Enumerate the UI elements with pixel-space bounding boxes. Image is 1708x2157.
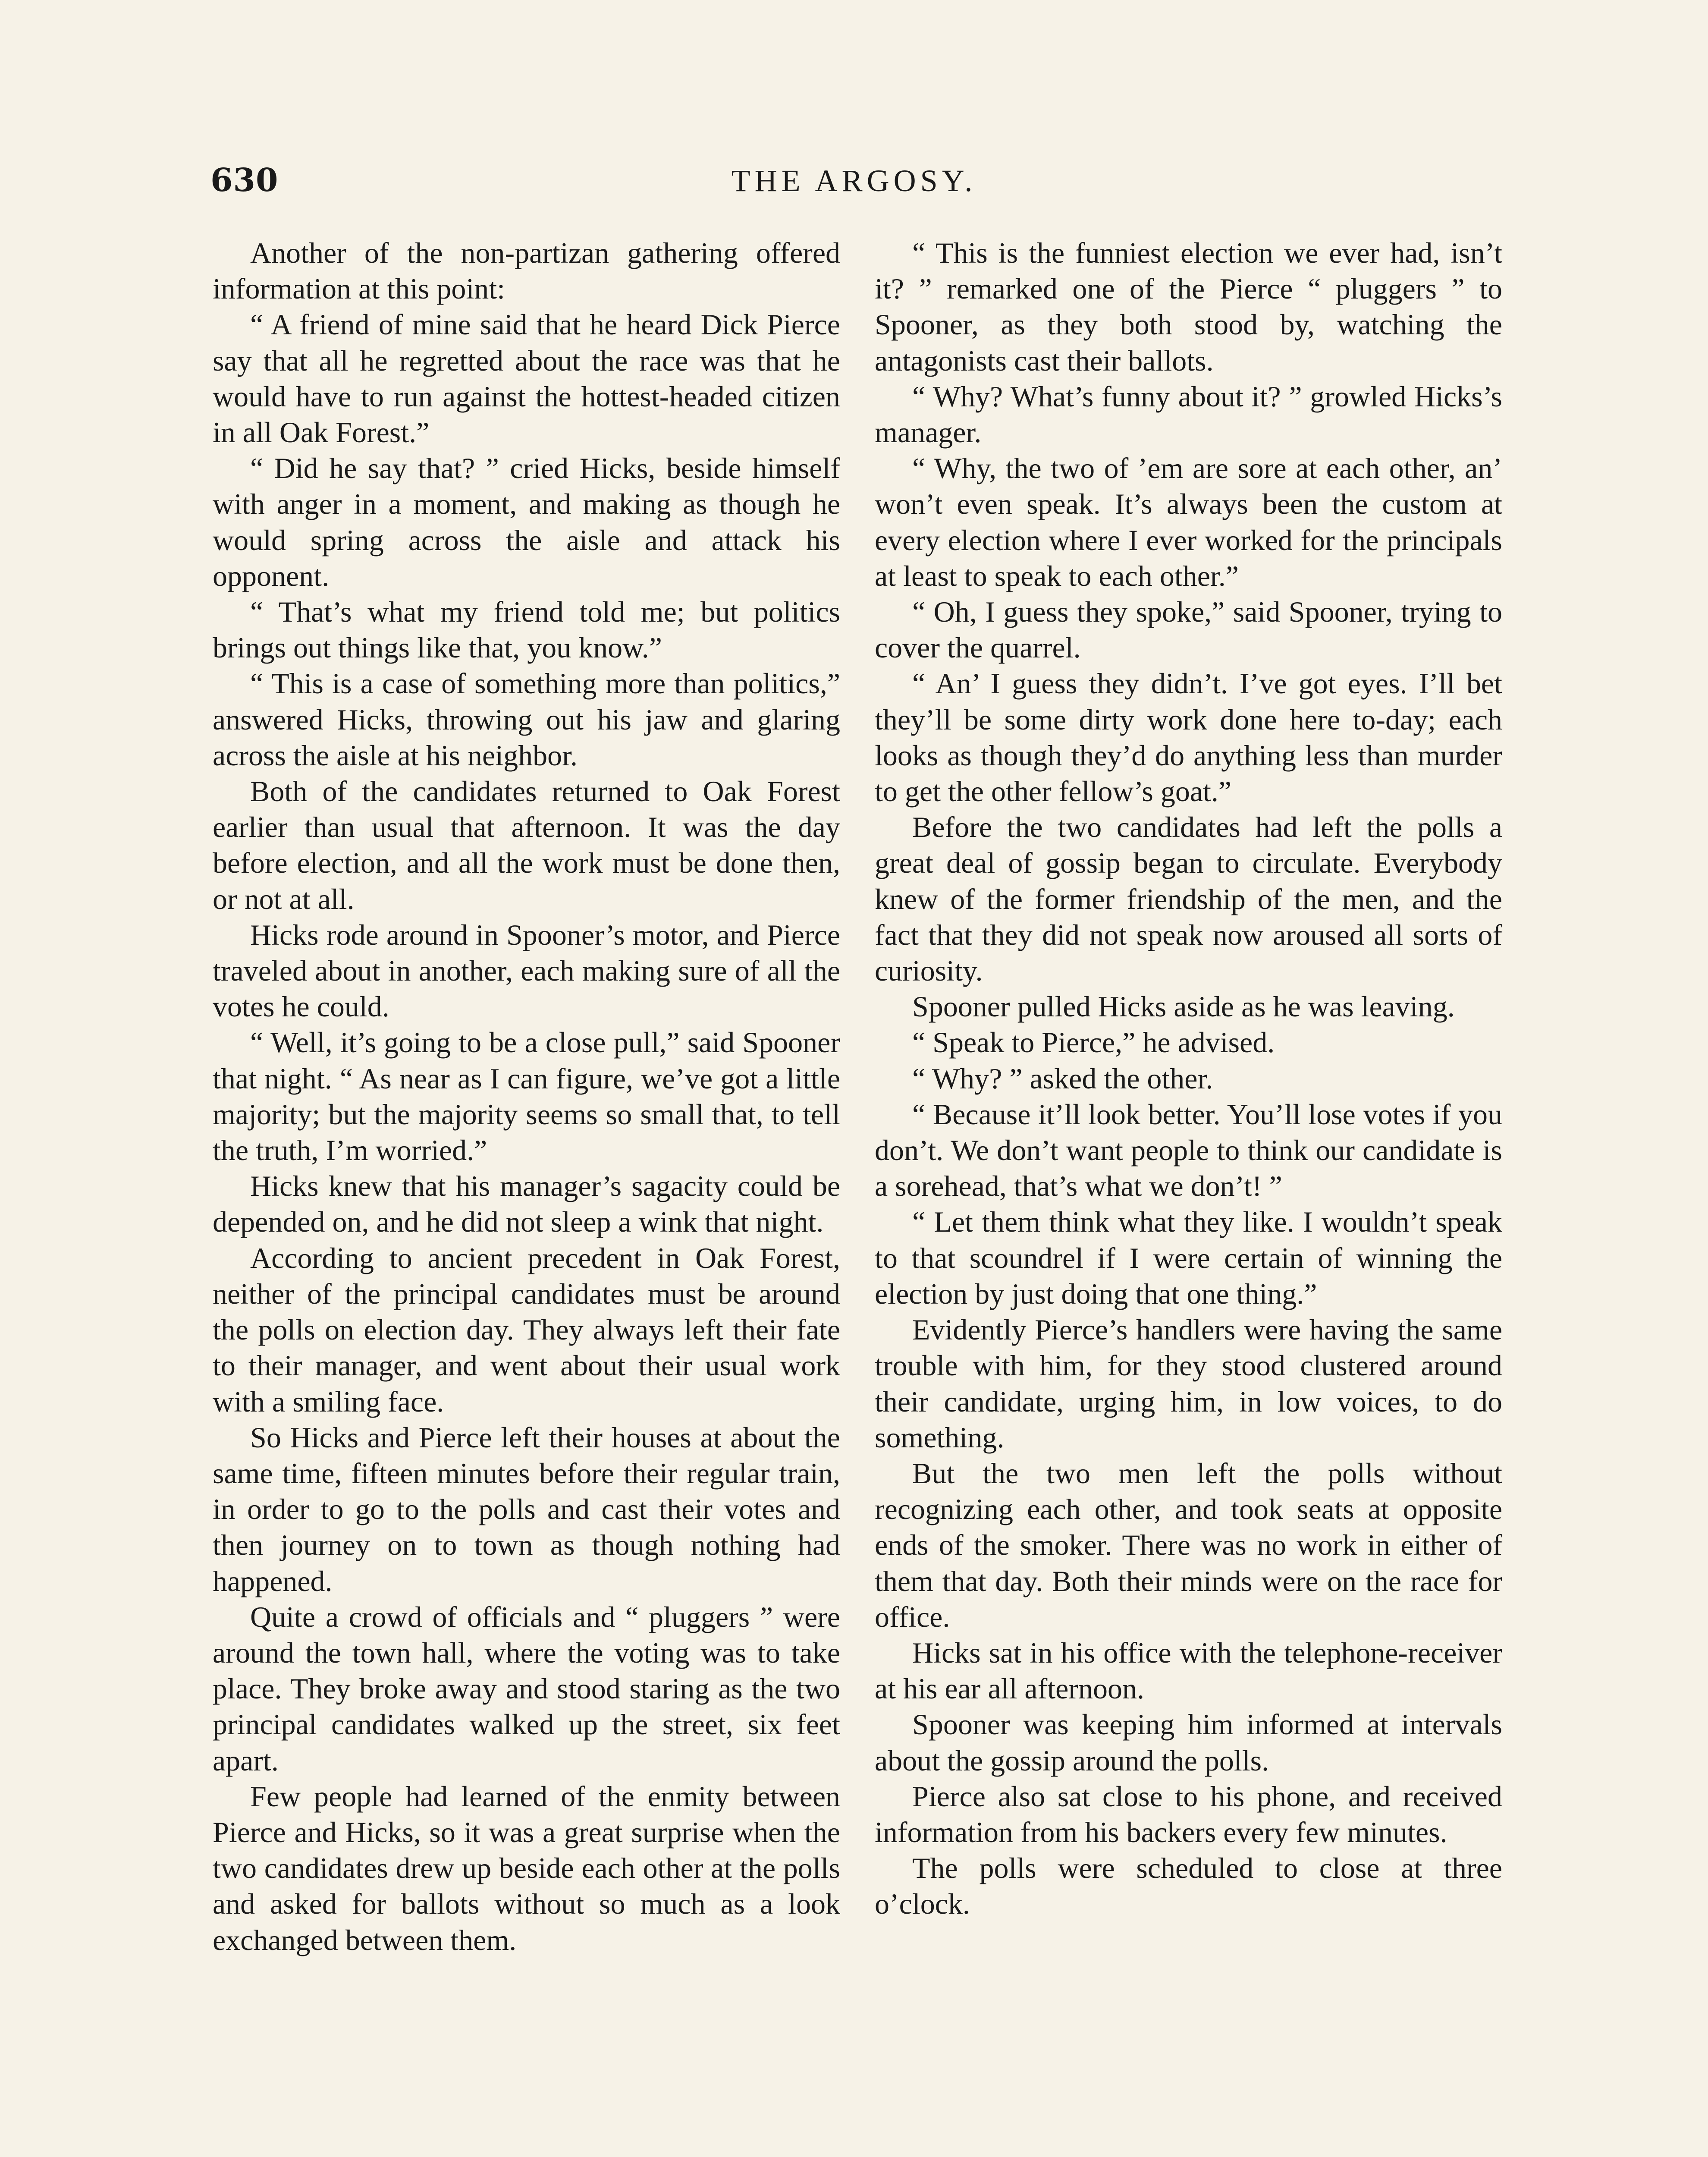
paragraph: “ Why, the two of ’em are sore at each other, an’ won’t even speak. It’s always been the custom at every election where I ever worked for the principals at least to speak to each other.” [875,452,1502,592]
paragraph: “ Oh, I guess they spoke,” said Spooner, trying to cover the quarrel. [875,595,1502,664]
page-number: 630 [210,162,279,199]
paragraph: “ Did he say that? ” cried Hicks, beside himself with anger in a moment, and making as though he would spring across the aisle and attack his opponent. [213,452,840,592]
paragraph: Few people had learned of the enmity between Pierce and Hicks, so it was a great surprise when the two candidates drew up beside each other at the polls and asked for ballots without so much as a look exchanged between them. [213,1780,840,1956]
paragraph: Quite a crowd of officials and “ pluggers ” were around the town hall, where the voting was to take place. They broke away and stood staring as the two principal candidates walked up the street, six feet apart. [213,1600,840,1777]
paragraph: Evidently Pierce’s handlers were having the same trouble with him, for they stood clustered around their candidate, urging him, in low voices, to do something. [875,1313,1502,1454]
paragraph: “ This is the funniest election we ever had, isn’t it? ” remarked one of the Pierce “ pluggers ” to Spooner, as they both stood by, watching the antagonists cast their ballots. [875,236,1502,377]
paragraph: So Hicks and Pierce left their houses at about the same time, fifteen minutes before their regular train, in order to go to the polls and cast their votes and then journey on to town as though nothing had happened. [213,1421,840,1597]
paragraph: “ That’s what my friend told me; but politics brings out things like that, you know.” [213,595,840,664]
paragraph: Spooner pulled Hicks aside as he was leaving. [912,990,1455,1023]
paragraph: “ Speak to Pierce,” he advised. [912,1026,1275,1059]
paragraph: Spooner was keeping him informed at intervals about the gossip around the polls. [875,1708,1502,1777]
paragraph: Another of the non-partizan gathering offered information at this point: [213,236,840,305]
paragraph: But the two men left the polls without recognizing each other, and took seats at opposite ends of the smoker. There was no work in either of them that day. Both their minds were on the race for office. [875,1456,1502,1633]
paragraph: Before the two candidates had left the polls a great deal of gossip began to circulate. Everybody knew of the former friendship of the men, and the fact that they did not speak now aroused all sorts of curiosity. [875,811,1502,987]
paragraph: Both of the candidates returned to Oak Forest earlier than usual that afternoon. It was the day before election, and all the work must be done then, or not at all. [213,775,840,915]
paragraph: “ Why? What’s funny about it? ” growled Hicks’s manager. [875,380,1502,449]
paragraph: “ A friend of mine said that he heard Dick Pierce say that all he regretted about the race was that he would have to run against the hottest-headed citizen in all Oak Forest.” [213,308,840,449]
paragraph: Pierce also sat close to his phone, and received information from his backers every few minutes. [875,1780,1502,1849]
left-column [213,235,840,1958]
paragraph: “ Let them think what they like. I wouldn’t speak to that scoundrel if I were certain of winning the election by just doing that one thing.” [875,1205,1502,1310]
running-head: THE ARGOSY. [731,164,977,198]
paragraph: Hicks rode around in Spooner’s motor, and Pierce traveled about in another, each making sure of all the votes he could. [213,918,840,1023]
paragraph: “ This is a case of something more than politics,” answered Hicks, throwing out his jaw and glaring across the aisle at his neighbor. [213,667,840,772]
paragraph: The polls were scheduled to close at three o’clock. [875,1852,1502,1921]
paragraph: “ An’ I guess they didn’t. I’ve got eyes. I’ll bet they’ll be some dirty work done here to-day; each looks as though they’d do anything less than murder to get the other fellow’s goat.” [875,667,1502,808]
paragraph: “ Because it’ll look better. You’ll lose votes if you don’t. We don’t want people to think our candidate is a sorehead, that’s what we don’t! ” [875,1097,1502,1203]
paragraph: “ Why? ” asked the other. [912,1062,1213,1095]
paragraph: Hicks sat in his office with the telephone-receiver at his ear all afternoon. [875,1636,1502,1705]
paragraph: “ Well, it’s going to be a close pull,” said Spooner that night. “ As near as I can figure, we’ve got a little majority; but the majority seems so small that, to tell the truth, I’m worried.” [213,1026,840,1167]
paragraph: According to ancient precedent in Oak Forest, neither of the principal candidates must be around the polls on election day. They always left their fate to their manager, and went about their usual work with a smiling face. [213,1241,840,1418]
right-column [875,235,1502,1922]
paragraph: Hicks knew that his manager’s sagacity could be depended on, and he did not sleep a wink that night. [213,1170,840,1239]
